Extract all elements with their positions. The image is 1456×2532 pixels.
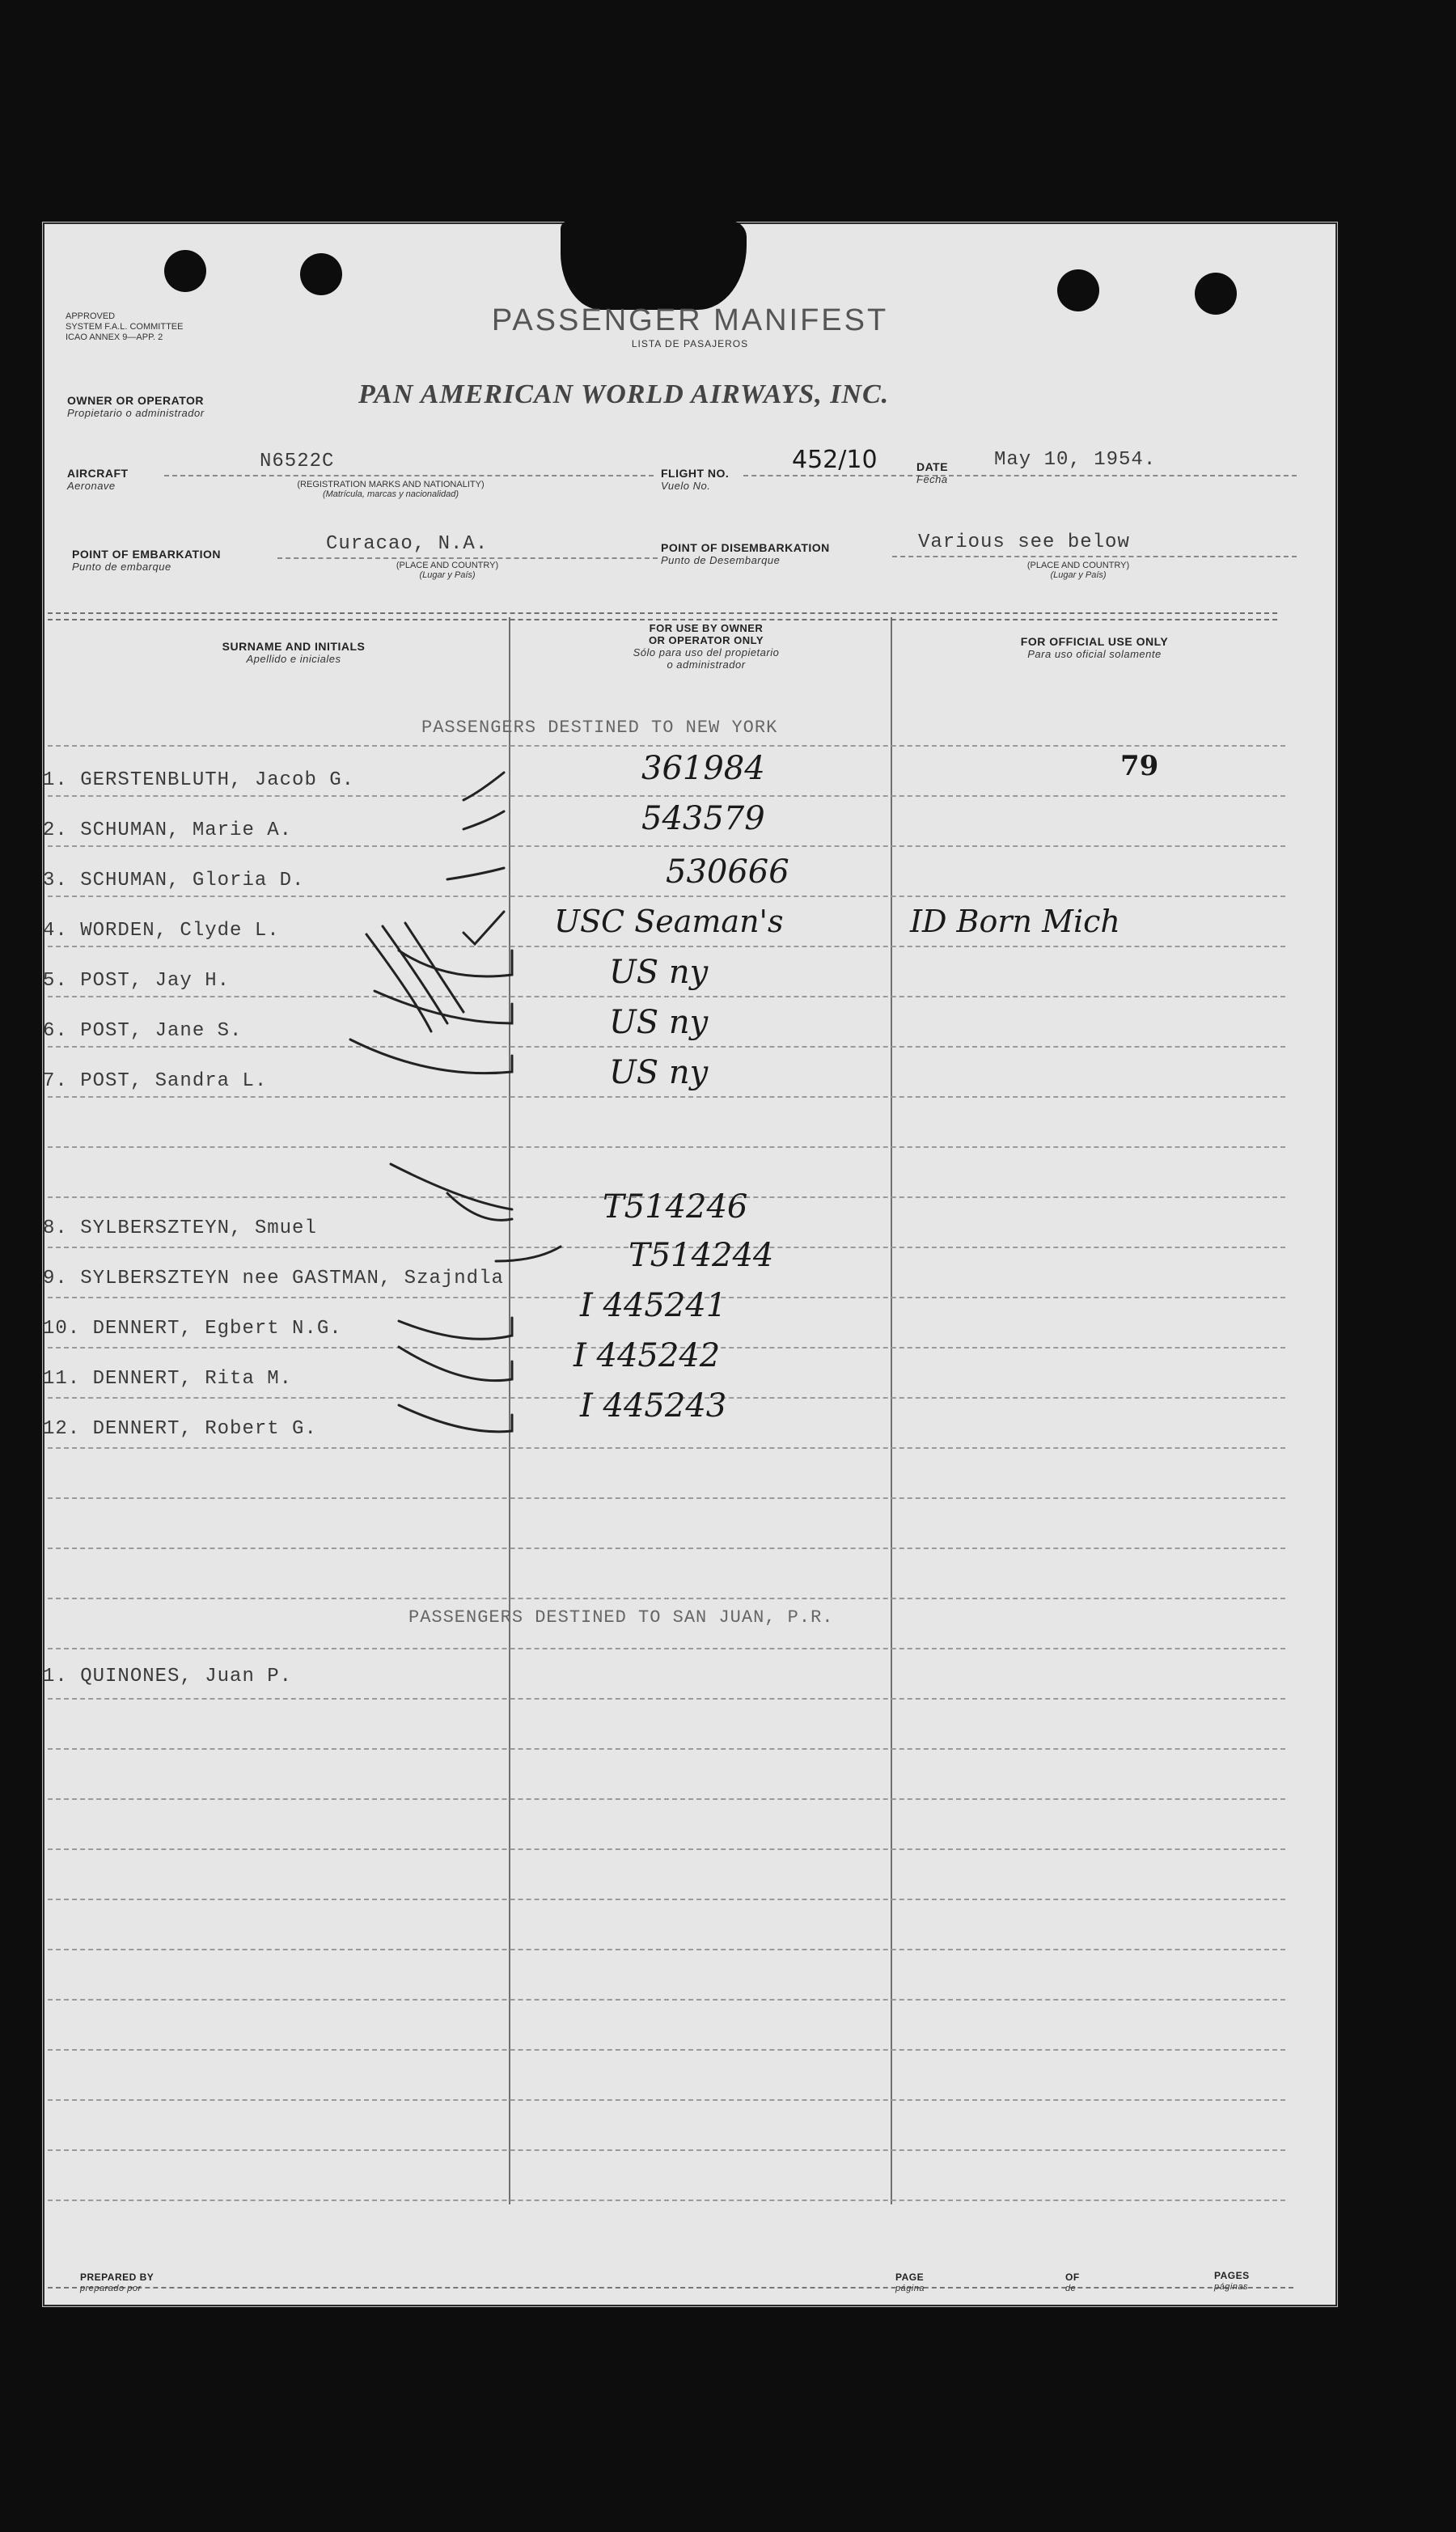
col-header-owner-l3: Sólo para uso del propietario bbox=[633, 646, 780, 658]
passenger-doc: 543579 bbox=[641, 800, 765, 837]
manifest-sheet bbox=[42, 222, 1338, 2307]
checkmark-icon bbox=[463, 811, 504, 829]
official-use-value: 79 bbox=[1120, 750, 1159, 782]
pages-label-es: páginas bbox=[1214, 2282, 1249, 2292]
passenger-name: 11. DENNERT, Rita M. bbox=[43, 1368, 293, 1390]
passenger-name: 8. SYLBERSZTEYN, Smuel bbox=[43, 1217, 317, 1239]
passenger-name: 2. SCHUMAN, Marie A. bbox=[43, 819, 293, 841]
footer-rule bbox=[48, 2287, 1293, 2289]
date-label-es: Fecha bbox=[916, 473, 948, 485]
embark-label-es: Punto de embarque bbox=[72, 561, 171, 573]
col-header-owner-l4: o administrador bbox=[667, 658, 746, 671]
passenger-doc: US ny bbox=[609, 1054, 709, 1091]
aircraft-value: N6522C bbox=[260, 451, 335, 472]
page-title: PASSENGER MANIFEST bbox=[491, 303, 889, 337]
checkmark-icon bbox=[350, 1039, 512, 1073]
disembark-place-note-es: (Lugar y País) bbox=[1050, 570, 1107, 580]
checkmark-icon bbox=[399, 1347, 512, 1381]
date-label-en: DATE bbox=[916, 460, 949, 473]
passenger-name: 5. POST, Jay H. bbox=[43, 970, 231, 992]
pages-label bbox=[1214, 2271, 1250, 2293]
date-value: May 10, 1954. bbox=[994, 449, 1157, 471]
passenger-name: 6. POST, Jane S. bbox=[43, 1020, 243, 1042]
passenger-doc: 361984 bbox=[641, 750, 765, 787]
disembark-value: Various see below bbox=[918, 531, 1130, 553]
page-label-en: PAGE bbox=[895, 2272, 925, 2283]
disembark-place-note-en: (PLACE AND COUNTRY) bbox=[1026, 561, 1130, 570]
col-header-owner-l2: OR OPERATOR ONLY bbox=[648, 634, 764, 646]
passenger-name: 9. SYLBERSZTEYN nee GASTMAN, Szajndla bbox=[43, 1268, 504, 1289]
passenger-name: 3. SCHUMAN, Gloria D. bbox=[43, 870, 305, 891]
embark-label-en: POINT OF EMBARKATION bbox=[72, 548, 221, 561]
col-header-name-es: Apellido e iniciales bbox=[246, 653, 341, 665]
registration-note-en: (REGISTRATION MARKS AND NATIONALITY) bbox=[297, 480, 485, 489]
checkmark-icon bbox=[391, 1164, 512, 1209]
page-label-es: página bbox=[895, 2284, 925, 2293]
passenger-doc: 530666 bbox=[666, 853, 789, 891]
embark-value: Curacao, N.A. bbox=[326, 533, 489, 555]
passenger-name-sanjuan: 1. QUINONES, Juan P. bbox=[43, 1666, 293, 1687]
passenger-doc: T514246 bbox=[603, 1188, 748, 1226]
checkmark-icon bbox=[399, 1405, 512, 1432]
aircraft-label-es: Aeronave bbox=[67, 480, 116, 492]
disembark-label-en: POINT OF DISEMBARKATION bbox=[661, 541, 830, 554]
section-heading-newyork: PASSENGERS DESTINED TO NEW YORK bbox=[421, 718, 778, 738]
flight-label-en: FLIGHT NO. bbox=[661, 467, 730, 480]
checkmark-icon bbox=[496, 1247, 561, 1261]
prepared-by-es: preparado por bbox=[80, 2284, 142, 2293]
section-heading-sanjuan: PASSENGERS DESTINED TO SAN JUAN, P.R. bbox=[408, 1607, 834, 1628]
handwritten-stroke bbox=[383, 926, 447, 1023]
aircraft-label-en: AIRCRAFT bbox=[67, 467, 129, 480]
of-label bbox=[1065, 2272, 1080, 2295]
checkmark-icon bbox=[463, 773, 504, 800]
flight-label-es: Vuelo No. bbox=[661, 480, 711, 492]
passenger-doc: I 445242 bbox=[574, 1337, 721, 1374]
annex-text: ICAO ANNEX 9—APP. 2 bbox=[66, 332, 163, 342]
passenger-name: 1. GERSTENBLUTH, Jacob G. bbox=[43, 769, 355, 791]
of-label-en: OF bbox=[1065, 2272, 1080, 2283]
official-use-value: ID Born Mich bbox=[910, 904, 1120, 939]
col-header-official-en: FOR OFFICIAL USE ONLY bbox=[1020, 635, 1169, 648]
owner-label-es: Propietario o administrador bbox=[67, 407, 205, 419]
checkmark-icon bbox=[399, 1318, 512, 1339]
col-header-name-en: SURNAME AND INITIALS bbox=[222, 640, 366, 653]
disembark-label-es: Punto de Desembarque bbox=[661, 554, 781, 566]
passenger-doc: USC Seaman's bbox=[554, 904, 784, 939]
passenger-doc: I 445243 bbox=[580, 1387, 727, 1425]
embark-place-note-en: (PLACE AND COUNTRY) bbox=[396, 561, 499, 570]
prepared-by-en: PREPARED BY bbox=[80, 2272, 154, 2283]
handwritten-stroke bbox=[405, 923, 463, 1012]
col-header-owner-l1: FOR USE BY OWNER bbox=[649, 622, 764, 634]
passenger-doc: I 445241 bbox=[580, 1287, 727, 1324]
passenger-name: 12. DENNERT, Robert G. bbox=[43, 1418, 317, 1440]
committee-text: SYSTEM F.A.L. COMMITTEE bbox=[66, 322, 184, 332]
checkmark-icon bbox=[447, 868, 504, 879]
embark-place-note-es: (Lugar y País) bbox=[419, 570, 476, 580]
of-label-es: de bbox=[1065, 2284, 1077, 2293]
checkmark-icon bbox=[463, 912, 504, 944]
passenger-doc: US ny bbox=[609, 954, 709, 991]
prepared-by-label bbox=[80, 2272, 154, 2295]
registration-note-es: (Matrícula, marcas y nacionalidad) bbox=[322, 489, 459, 499]
owner-value: PAN AMERICAN WORLD AIRWAYS, INC. bbox=[358, 379, 890, 409]
page-label bbox=[895, 2272, 925, 2295]
page-subtitle: LISTA DE PASAJEROS bbox=[631, 338, 749, 349]
owner-label-en: OWNER OR OPERATOR bbox=[67, 394, 204, 407]
col-header-official-es: Para uso oficial solamente bbox=[1027, 648, 1162, 660]
passenger-name: 7. POST, Sandra L. bbox=[43, 1070, 268, 1092]
checkmark-strokes bbox=[43, 222, 1337, 2306]
pages-label-en: PAGES bbox=[1214, 2270, 1250, 2281]
passenger-name: 10. DENNERT, Egbert N.G. bbox=[43, 1318, 342, 1340]
passenger-name: 4. WORDEN, Clyde L. bbox=[43, 920, 280, 942]
passenger-doc: US ny bbox=[609, 1004, 709, 1041]
passenger-doc: T514244 bbox=[629, 1237, 774, 1274]
flight-value: 452/10 bbox=[792, 446, 878, 474]
approved-text: APPROVED bbox=[66, 311, 116, 321]
